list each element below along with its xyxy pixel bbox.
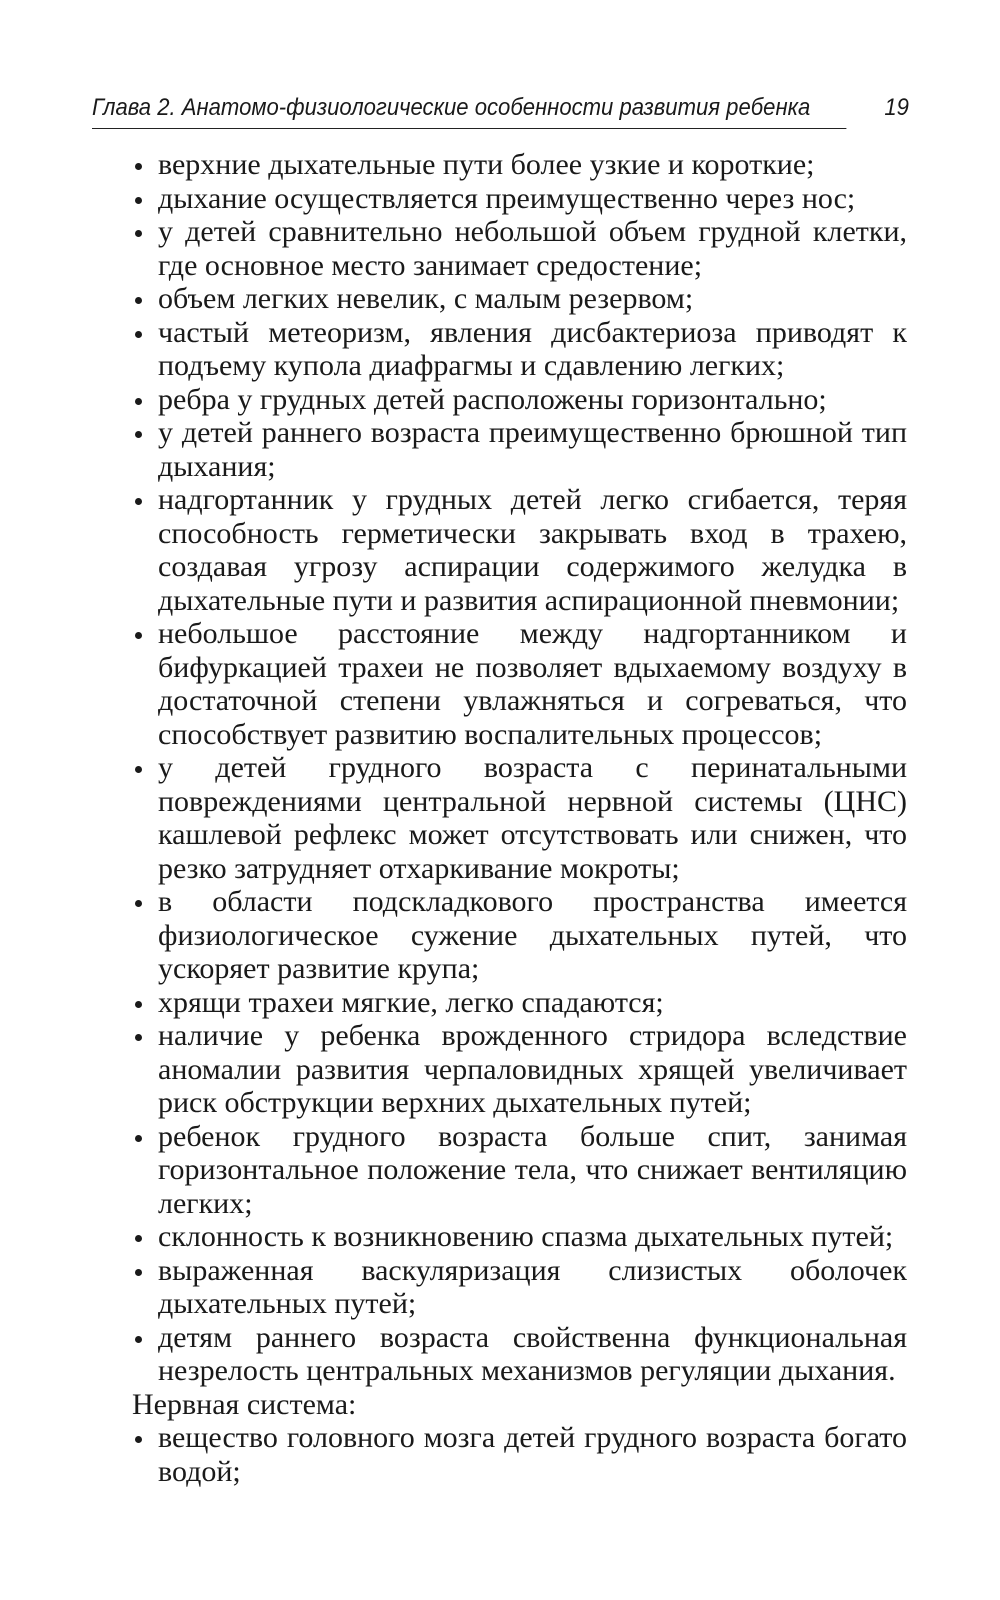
- list-item: дыхание осуществляется преимущественно через нос;: [132, 182, 907, 216]
- list-item: ребенок грудного возраста больше спит, занимая горизонтальное положение тела, что снижает вентиляцию легких;: [132, 1120, 907, 1221]
- page-body: [132, 148, 907, 1488]
- list-item: ребра у грудных детей расположены горизонтально;: [132, 383, 907, 417]
- list-item: наличие у ребенка врожденного стридора вследствие аномалии развития черпаловидных хрящей увеличивает риск обструкции верхних дыхательных путей;: [132, 1019, 907, 1120]
- list-item: частый метеоризм, явления дисбактериоза приводят к подъему купола диафрагмы и сдавлению легких;: [132, 316, 907, 383]
- running-head: [92, 88, 909, 129]
- list-item: объем легких невелик, с малым резервом;: [132, 282, 907, 316]
- nervous-features-list: [132, 1421, 907, 1488]
- list-item: верхние дыхательные пути более узкие и короткие;: [132, 148, 907, 182]
- list-item: хрящи трахеи мягкие, легко спадаются;: [132, 986, 907, 1020]
- list-item: в области подскладкового пространства имеется физиологическое сужение дыхательных путей, что ускоряет развитие крупа;: [132, 885, 907, 986]
- respiratory-features-list: [132, 148, 907, 1388]
- list-item: небольшое расстояние между надгортанником и бифуркацией трахеи не позволяет вдыхаемому воздуху в достаточной степени увлажняться и согреваться, что способствует развитию воспалительных процессов;: [132, 617, 907, 751]
- list-item: выраженная васкуляризация слизистых оболочек дыхательных путей;: [132, 1254, 907, 1321]
- list-item: у детей сравнительно небольшой объем грудной клетки, где основное место занимает средостение;: [132, 215, 907, 282]
- chapter-title: Глава 2. Анатомо-физиологические особенности развития ребенка: [92, 94, 811, 121]
- section-heading: Нервная система:: [132, 1387, 357, 1421]
- list-item: склонность к возникновению спазма дыхательных путей;: [132, 1220, 907, 1254]
- list-item: надгортанник у грудных детей легко сгибается, теряя способность герметически закрывать вход в трахею, создавая угрозу аспирации содержимого желудка в дыхательные пути и развития аспирационной пневмонии;: [132, 483, 907, 617]
- list-item: у детей раннего возраста преимущественно брюшной тип дыхания;: [132, 416, 907, 483]
- page-number: 19: [884, 94, 909, 121]
- list-item: у детей грудного возраста с перинатальными повреждениями центральной нервной системы (ЦНС) кашлевой рефлекс может отсутствовать или снижен, что резко затрудняет отхаркивание мокроты;: [132, 751, 907, 885]
- list-item: детям раннего возраста свойственна функциональная незрелость центральных механизмов регуляции дыхания.: [132, 1321, 907, 1388]
- list-item: вещество головного мозга детей грудного возраста богато водой;: [132, 1421, 907, 1488]
